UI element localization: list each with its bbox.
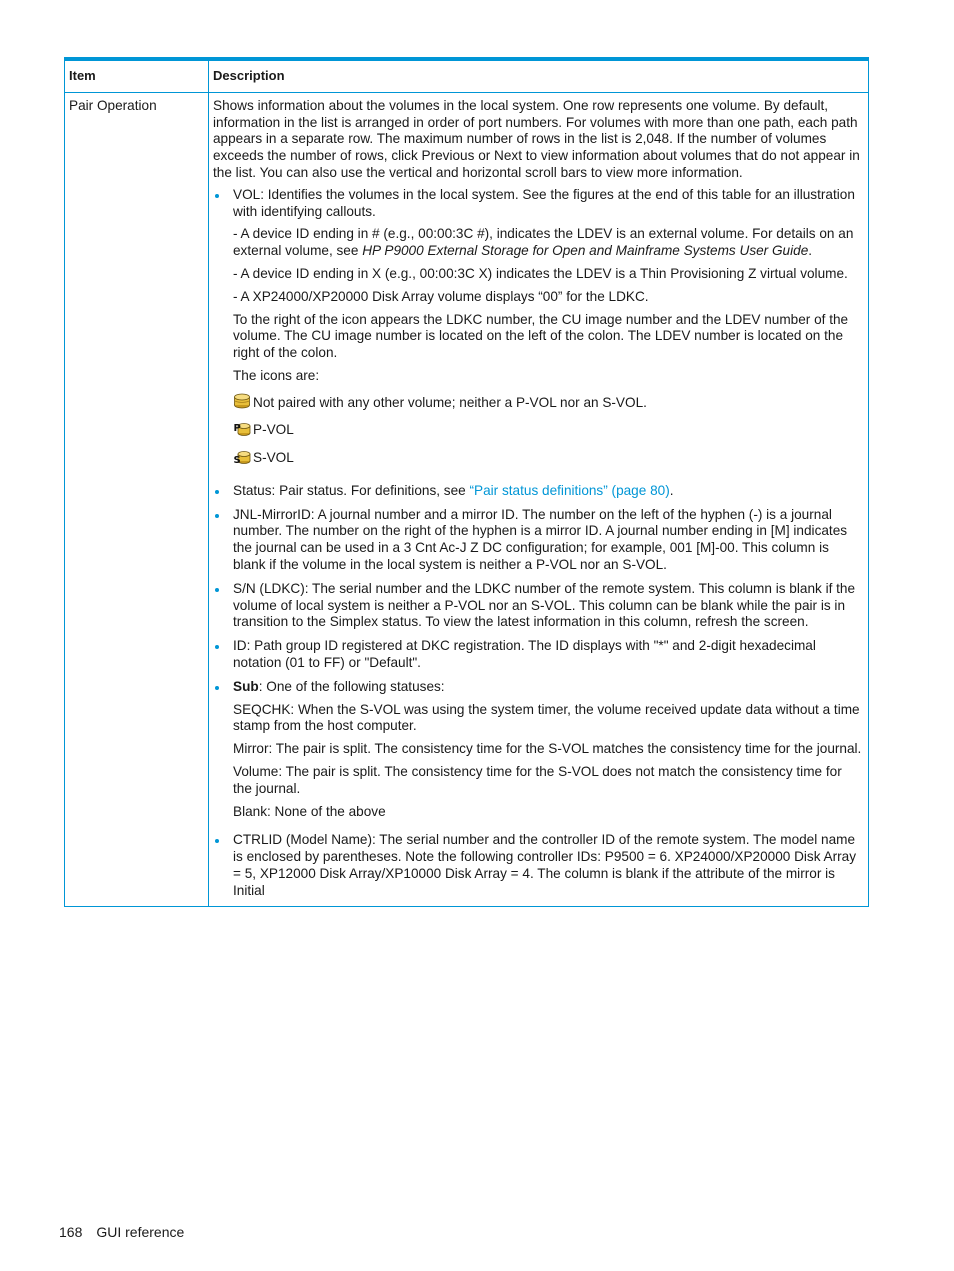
icons-intro: The icons are: [233, 367, 320, 383]
cell-description [209, 92, 869, 907]
list-item-sub [213, 679, 862, 826]
footer-section: GUI reference [96, 1224, 185, 1240]
vol-text: VOL: Identifies the volumes in the local system. See the figures at the end of this table for an illustration with identifying callouts. [233, 186, 855, 219]
list-item-sn: S/N (LDKC): The serial number and the LDKC number of the remote system. This column is blank if the volume of local system is neither a P-VOL nor an S-VOL. This column can be blank while the pair is in transition to the Simplex status. To view the latest information in this column, refresh the screen. [213, 581, 862, 631]
mirror-text: Mirror: The pair is split. The consistency time for the S-VOL matches the consistency time for the journal. [233, 741, 862, 757]
pair-status-link[interactable]: “Pair status definitions” (page 80) [469, 482, 670, 498]
page-footer [59, 1222, 184, 1242]
external-note-pre: - A device ID ending in # (e.g., 00:00:3C #), indicates the LDEV is an external volume. For details on an external volume, see [233, 226, 854, 259]
sub-text [233, 679, 862, 696]
svol-disk-icon [233, 447, 253, 470]
list-item-id: ID: Path group ID registered at DKC registration. The ID displays with "*" and 2-digit hexadecimal notation (01 to FF) or "Default". [213, 638, 862, 672]
field-list [213, 187, 862, 900]
icon-row-pvol [233, 421, 862, 440]
icon-label-unpaired: Not paired with any other volume; neither a P-VOL nor an S-VOL. [253, 394, 647, 410]
list-item-jnl: JNL-MirrorID: A journal number and a mirror ID. The number on the left of the hyphen (-) is a journal number. The number on the right of the hyphen is a mirror ID. A journal number ending in [M] indicates the journal can be used in a 3 Cnt Ac-J Z DC configuration; for example, 001 [M]-00. This column is blank if the volume in the local system is neither a P-VOL nor an S-VOL. [213, 507, 862, 574]
header-item: Item [65, 59, 209, 92]
header-description: Description [209, 59, 869, 92]
icon-row-unpaired [233, 394, 862, 413]
table-row [65, 92, 869, 907]
spacer [233, 820, 862, 825]
status-text-end: . [669, 482, 674, 498]
external-note-post: . [808, 243, 813, 259]
disk-icon [233, 392, 253, 415]
blank-text: Blank: None of the above [233, 803, 386, 819]
sub-rest: : One of the following statuses: [258, 678, 445, 694]
seqchk-text: SEQCHK: When the S-VOL was using the system timer, the volume received update data without a time stamp from the host computer. [233, 701, 860, 734]
pvol-disk-icon [233, 419, 253, 442]
thin-provisioning-note: - A device ID ending in X (e.g., 00:00:3C X) indicates the LDEV is a Thin Provisioning Z virtual volume. [233, 265, 848, 281]
ldkc-note: - A XP24000/XP20000 Disk Array volume displays “00” for the LDKC. [233, 288, 649, 304]
cell-item: Pair Operation [65, 92, 209, 907]
guide-title: HP P9000 External Storage for Open and Mainframe Systems User Guide [362, 243, 809, 259]
list-item-ctrlid: CTRLID (Model Name): The serial number and the controller ID of the remote system. The model name is enclosed by parentheses. Note the following controller IDs: P9500 = 6. XP24000/XP20000 Disk Array = 5, XP12000 Disk Array/XP10000 Disk Array = 4. The column is blank if the attribute of the mirror is Initial [213, 832, 862, 899]
table-header-row [65, 59, 869, 92]
status-text: Status: Pair status. For definitions, see [233, 482, 470, 498]
spacer [233, 468, 862, 476]
sub-bold: Sub [233, 678, 259, 694]
external-volume-note [233, 226, 862, 260]
page-number: 168 [59, 1224, 83, 1240]
description-table [64, 57, 869, 907]
icon-label-pvol: P-VOL [253, 421, 294, 437]
icon-position-note: To the right of the icon appears the LDKC number, the CU image number and the LDEV number of the volume. The CU image number is located on the left of the colon. The LDEV number is located on the right of the colon. [233, 311, 849, 361]
svg-text:P: P [233, 422, 241, 434]
svg-text:S: S [233, 454, 241, 465]
volume-text: Volume: The pair is split. The consistency time for the S-VOL does not match the consistency time for the journal. [233, 763, 842, 796]
list-item-vol [213, 187, 862, 476]
list-item-status [213, 483, 862, 500]
icon-row-svol [233, 449, 862, 468]
intro-text: Shows information about the volumes in the local system. One row represents one volume. By default, information in the list is arranged in order of port numbers. For volumes with more than one path, each path appears in a separate row. The maximum number of rows in the list is 2,048. If the number of volumes exceeds the number of rows, click Previous or Next to view information about volumes that do not appear in the list. You can also use the vertical and horizontal scroll bars to view more information. [213, 97, 860, 180]
icon-label-svol: S-VOL [253, 449, 294, 465]
